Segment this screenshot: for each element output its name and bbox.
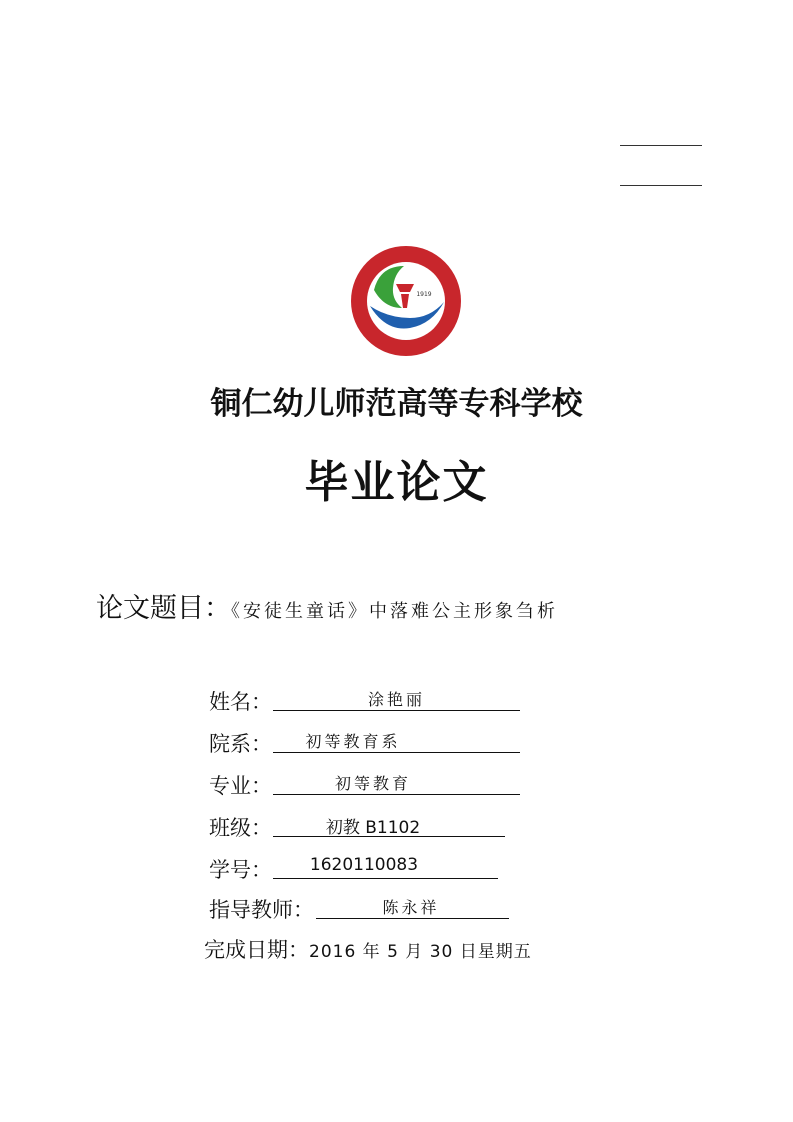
completion-date-label: 完成日期： — [204, 938, 309, 962]
field-label: 班级： — [209, 816, 272, 840]
thesis-topic-label: 论文题目： — [96, 593, 231, 624]
document-type-title: 毕业论文 — [304, 457, 489, 508]
field-label: 指导教师： — [209, 898, 314, 922]
field-label: 学号： — [209, 858, 272, 882]
field-value: 初教 B1102 — [325, 818, 421, 838]
top-blank-line-1 — [620, 145, 702, 146]
thesis-topic — [96, 586, 558, 625]
completion-date — [204, 934, 532, 964]
underline — [273, 710, 520, 711]
underline — [273, 794, 520, 795]
thesis-topic-value: 《安徒生童话》中落难公主形象刍析 — [231, 601, 558, 622]
underline — [273, 752, 520, 753]
field-value: 初等教育系 — [305, 732, 401, 751]
field-label: 院系： — [209, 732, 272, 756]
underline — [273, 878, 498, 879]
school-name: 铜仁幼儿师范高等专科学校 — [210, 386, 583, 422]
top-blank-line-2 — [620, 185, 702, 186]
school-logo — [346, 244, 466, 358]
field-label: 姓名： — [209, 690, 272, 714]
field-value: 陈永祥 — [382, 898, 440, 917]
field-value: 初等教育 — [334, 774, 411, 793]
field-value: 1620110083 — [309, 855, 419, 875]
field-value: 涂艳丽 — [367, 690, 425, 709]
completion-date-value: 2016 年 5 月 30 日星期五 — [309, 942, 532, 962]
underline — [316, 918, 509, 919]
field-label: 专业： — [209, 774, 272, 798]
logo-year: 1919 — [416, 291, 432, 298]
